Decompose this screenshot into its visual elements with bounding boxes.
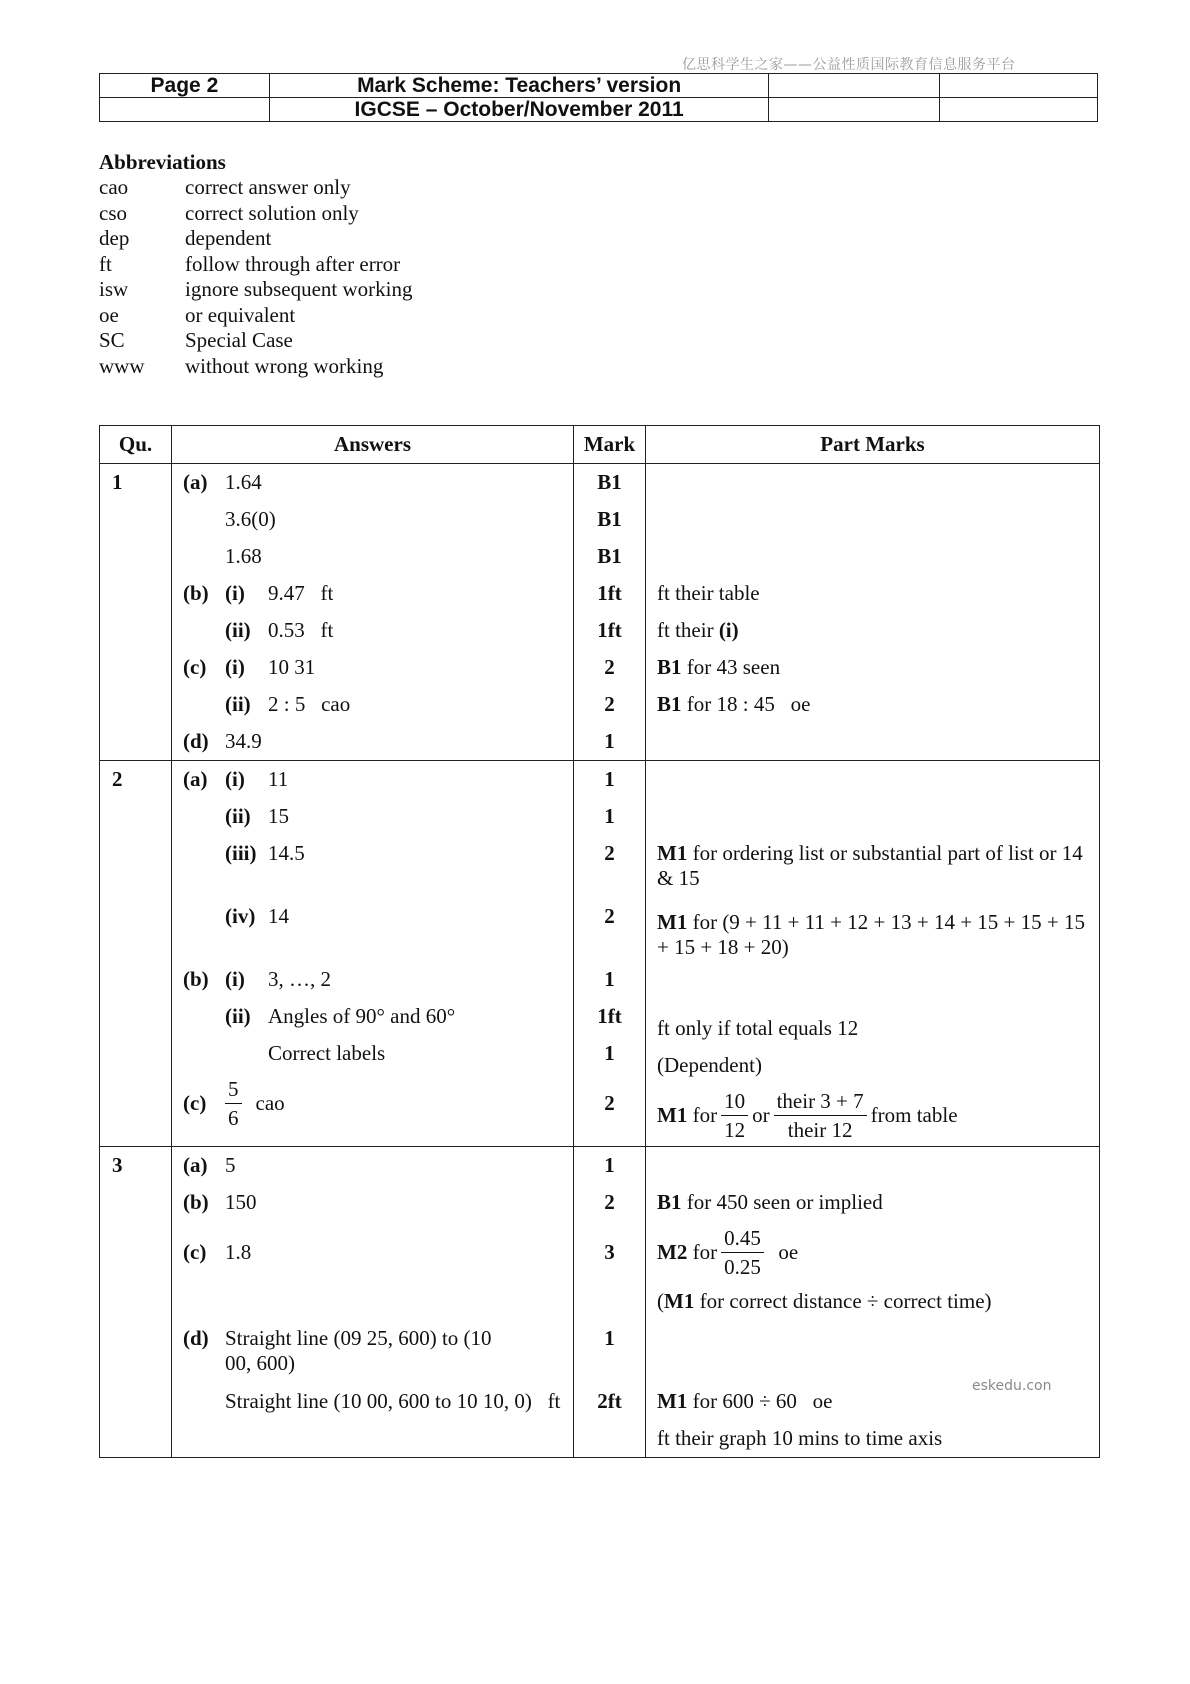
question-number: 3: [112, 1153, 123, 1177]
mark-cell: 1 1 2 2 1 1ft 1 2: [574, 761, 646, 1147]
page-label: Page 2: [100, 74, 270, 98]
question-number: 2: [112, 767, 123, 791]
question-number: 1: [112, 470, 123, 494]
part-marks-cell: ft their table ft their (i) B1 for 43 seen B1 for 18 : 45 oe: [646, 464, 1100, 761]
col-part-marks: Part Marks: [646, 426, 1100, 464]
col-qu: Qu.: [100, 426, 172, 464]
abbreviations: [99, 149, 412, 379]
abbr-row: ft follow through after error: [99, 251, 401, 276]
mark-cell: 1 2 3 1 2ft: [574, 1147, 646, 1458]
answers-cell: (a) (i) 11 (ii) 15 (iii) 14.5 (iv) 14 (b) (i) 3, …, 2 (ii) Angles of 90° and 60° Correct labels (c) $\frac{5}{6}$ cao: [172, 761, 574, 1147]
abbr-row: SC Special Case: [99, 328, 293, 352]
part-marks-cell: B1 for 450 seen or implied M2 for $\frac{0.45}{0.25}$ oe (M1 for correct distance ÷ correct time) M1 for 600 ÷ 60 oe ft their graph 10 mins to time axis: [646, 1147, 1100, 1458]
question-2-row: [100, 761, 1100, 1147]
answers-cell: (a) 5 (b) 150 (c) 1.8 (d) Straight line (09 25, 600) to (10 00, 600) Straight line (10 00, 600 to 10 10, 0) ft: [172, 1147, 574, 1458]
question-1-row: [100, 464, 1100, 761]
footer-url: eskedu.con: [972, 1378, 1052, 1394]
abbr-row: dep dependent: [99, 226, 272, 250]
abbr-row: www without wrong working: [99, 353, 384, 378]
part-marks-cell: M1 for ordering list or substantial part of list or 14 & 15 M1 for (9 + 11 + 11 + 12 + 13 + 14 + 15 + 15 + 15 + 15 + 18 + 20) ft only if total equals 12 (Dependent) M1 for $\frac{10}{12}$ or $\frac{\text{their 3 + 7}}{\text{their 12}}$ from table: [646, 761, 1100, 1147]
abbr-row: isw ignore subsequent working: [99, 277, 413, 301]
col-answers: Answers: [172, 426, 574, 464]
abbr-row: cso correct solution only: [99, 200, 359, 225]
table-header-row: [100, 426, 1100, 464]
mark-cell: B1 B1 B1 1ft 1ft 2 2 1: [574, 464, 646, 761]
mark-scheme-table: [99, 425, 1100, 1458]
document-title: Mark Scheme: Teachers’ version: [269, 74, 769, 98]
header-table: [99, 73, 1098, 122]
abbreviations-title: Abbreviations: [99, 150, 226, 174]
col-mark: Mark: [574, 426, 646, 464]
answers-cell: (a) 1.64 3.6(0) 1.68 (b) (i) 9.47 ft (ii) 0.53 ft (c) (i) 10 31 (ii) 2 : 5 cao (d) 34.9: [172, 464, 574, 761]
document-subtitle: IGCSE – October/November 2011: [269, 98, 769, 122]
abbr-row: cao correct answer only: [99, 175, 351, 199]
question-3-row: [100, 1147, 1100, 1458]
abbr-row: oe or equivalent: [99, 302, 296, 327]
watermark: 亿思科学生之家——公益性质国际教育信息服务平台: [682, 57, 1016, 73]
